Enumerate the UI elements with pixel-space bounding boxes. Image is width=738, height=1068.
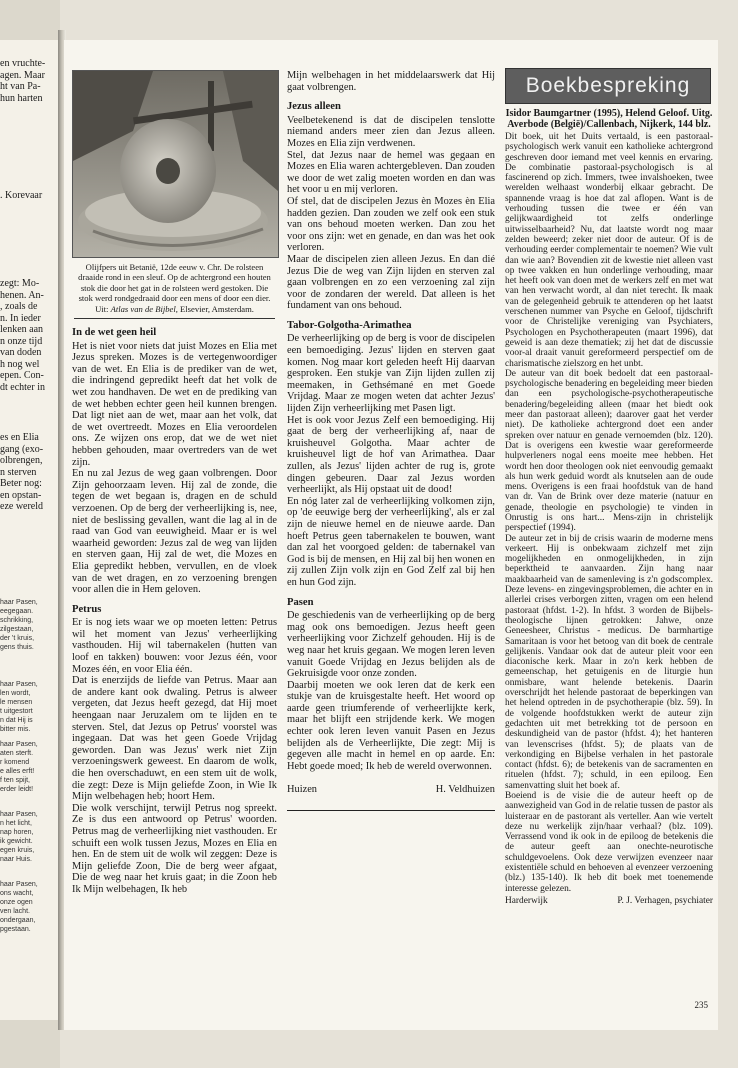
paragraph: Dit boek, uit het Duits vertaald, is een pastoraal-psychologisch werk vanuit een katholieke achtergrond geschreven door iemand met veel kennis en ervaring. De combinatie pastoraal-psychologisch is al fascinerend op zich. Immers, twee invalshoeken, twee werelden welhaast wonderbij elkaar gebracht. De spannende vraag is hoe dat zal aflopen. Want is de verhouding tussen die twee er één van gelijkwaardigheid tot zelfs onderlinge uitwisselbaarheid? Nu, dat laatste wordt nog maar zelden beweerd; zeker niet door de auteur. Of is de verhouding eerder complementair te noemen? Wie vult dan wie aan? Bovendien zit de kwestie niet alleen vast op twee vakken en hun onderlinge verhouding, maar het heeft ook van doen met de werkers zelf en met wat van hen verwacht wordt, al dan niet terecht. Ik maak van de gelegenheid gebruik te attenderen op het laatst verschenen nummer van Psyche en Geloof, tijdschrift voor de Christelijke vereniging van Psychiaters, Psychologen en Psychotherapeuten (maart 1996), dat geweid is aan deze thematiek; zij het dat de discussie voor-al draait vanuit gereformeerd perspectief om de charismatische zielszorg en het unbt. [505,132,713,369]
paragraph: Het is niet voor niets dat juist Mozes en Elia met Jezus spreken. Mozes is de vertegenwoordiger van de wet. En Elia is de prediker van de wet, die indringend gepredikt heeft dat het volk de wet zou handhaven. De wet en de prediking van de wet hebben echter geen heil kunnen brengen. Dat ligt niet aan de wet, maar aan het volk, dat de wet overtreedt. Mozes en Elia veroordelen ons. Ze wijzen ons erop, dat we de wet niet hebben gehouden, maar overtreders van de wet zijn. [72,340,277,468]
heading-pasen: Pasen [287,596,314,608]
signature-place: Huizen [287,784,318,796]
heading-petrus: Petrus [72,603,102,615]
prev-text-1: en vruchte- agen. Maar ht van Pa- hun harten [0,58,46,104]
heading-in-de-wet: In de wet geen heil [72,327,157,339]
magazine-page [64,40,718,1030]
page-number: 235 [694,1000,708,1010]
paragraph: Stel, dat Jezus naar de hemel was gegaan en Mozes en Elia waren achtergebleven. Dan zouden we door de wet zalig moeten worden en dan was het voor u en mij verloren. [287,149,495,196]
photo-caption [74,262,275,319]
paragraph: Maar de discipelen zien alleen Jezus. En dan dié Jezus Die de weg van Zijn lijden en sterven zal gaan volbrengen en zo een verzoening zal zijn voor de zondaren der wereld. Dat alleen is het fundament van ons behoud. [287,253,495,312]
column-3-review [505,68,713,906]
column-1 [72,70,277,896]
prev-text-4: es en Elia gang (exo- olbrengen, n sterven Beter nog: en opstan- eze wereld [0,432,44,512]
paragraph: De auteur van dit boek bedoelt dat een pastoraal-psychologische benadering en begeleiding meer bieden dan een psychologische-psychotherapeutische benadering/begeleiding alleen (maar het biedt ook meer dan pastoraat alleen); daarover gaat het verder niet). De katholieke achtergrond doet een ander spreken over natuur en genade vernoemden (blz. 120). Dat is overigens een kwestie waar gereformeerde hulpverleners nogal eens moeite mee hebben. Het wordt hen door theologen ook niet eenvoudig gemaakt als hun werk geduid wordt als knutselen aan de oude mens. Overigens is een fraai hoofdstuk van de hand van dr. Van de Brink over deze materie (natuur en genade, theologie en psychologie) te vinden in Onrustig is ons hart... Mens-zijn in christelijk perspectief (1994). [505,368,713,534]
section-header: Boekbespreking [505,68,711,104]
paragraph: Het is ook voor Jezus Zelf een bemoediging. Hij gaat de berg der verheerlijking af, naar de kruisheuvel Golgotha. Maar achter de kruisheuvel ligt de hof van Arimathea. Daar zullen, als Jezus' lijden achter de rug is, grote dingen gebeuren. Daar zal Jezus worden verheerlijkt, als Hij opstaat uit de dood! [287,414,495,496]
paragraph: Er is nog iets waar we op moeten letten: Petrus wil het moment van Jezus' verheerlijking vasthouden. Hij wil tabernakelen (hutten van loof en takken) bouwen: voor Jezus één, voor Mozes één, en voor Elia één. [72,617,277,675]
caption-publisher: , Elsevier, Amsterdam. [175,303,254,314]
olive-press-image [73,71,278,257]
prev-text-2: . Korevaar [0,190,43,201]
prev-poem-1: haar Pasen, eegegaan. schrikking, zilgestaan, der 't kruis, gens thuis. [0,599,38,651]
paragraph: Dat is enerzijds de liefde van Petrus. Maar aan de andere kant ook dwaling. Petrus is alweer vergeten, dat Jezus heeft gezegd, dat Hij moet heengaan naar Jeruzalem om te lijden en te sterven. Stel, dat Jezus op Petrus' voorstel was ingegaan. Dat was het geen Goede Vrijdag geworden. Dan was Jezus' werk niet Zijn verzoeningswerk geweest. En daarom de wolk, die hen overschaduwt, en een stem uit de wolk, die zegt: Deze is Mijn geliefde Zoon, in Wie Ik Mijn welbehagen heb; hoort Hem. [72,675,277,803]
paragraph: Veelbetekenend is dat de discipelen tenslotte niemand anders meer zien dan Jezus alleen. Mozes en Elia zijn verdwenen. [287,114,495,149]
paragraph: En nu zal Jezus de weg gaan volbrengen. Door Zijn gehoorzaam leven. Hij zal de zonde, die tegen de wet begaan is, dragen en de schuld verzoenen. Op de berg der verheerlijking is, nee, niet de beslissing gevallen, want die lag al in de raad van God van eeuwigheid. Maar er is wel waarheid geworden: Jezus zal de weg van lijden en sterven gaan, Hij zal de wet, die Mozes en Elia gepredikt hebben, vervullen, en de vloek van de wet dragen, en zo verzoening brengen voor allen die in Hem geloven. [72,468,277,596]
paragraph: De geschiedenis van de verheerlijking op de berg mag ook ons bemoedigen. Jezus heeft geen verheerlijking voor Zichzelf gehouden. Hij is de weg naar het kruis gegaan. We mogen leren leven vanuit Goede Vrijdag en Jezus belijden als de Gekruisigde voor onze zonden. [287,610,495,680]
paragraph: En nóg later zal de verheerlijking volkomen zijn, op 'de eeuwige berg der verheerlijking', als er zal zijn de nieuwe hemel en de nieuwe aarde. Dan hoeft Petrus geen tabernakelen te bouwen, want dan zal het voorgoed gelden: de tabernakel van God is bij de mensen, en Hij zal bij hen wonen en zij zullen Zijn volk zijn en God Zelf zal bij hen en hun God zijn. [287,495,495,588]
heading-jezus-alleen: Jezus alleen [287,101,341,113]
signature-place: Harderwijk [505,895,548,906]
paragraph: Boeiend is de visie die de auteur heeft op de aanwezigheid van God in de relatie tussen de pastor als luisteraar en de pastorant als verteller. Aan wie vertelt deze nu werkelijk zijn/haar verhaal? (blz. 109). Verrassend vond ik ook in de epiloog de betekenis die de auteur geeft aan onechte-neurotische schuldgevoelens. Ook deze verwijzen evenzeer naar existentiële schuld en behoeven al evenzeer verzoening (blz.) 135-140). Ik heb dit boek met toenemende interesse gelezen. [505,791,713,894]
paragraph: Die wolk verschijnt, terwijl Petrus nog spreekt. Ze is dus een antwoord op Petrus' woorden. Petrus mag de verheerlijking niet vasthouden. Er schuift een wolk tussen Jezus, Mozes en Elia en hen. En de stem uit de wolk wil zeggen: Deze is Mijn geliefde Zoon, Die de berg weer afgaat, Die de weg naar het kruis gaat; in die Zoon heb Ik Mijn welbehagen, Ik heb [72,802,277,895]
prev-text-3: zegt: Mo- henen. An- , zoals de n. In ieder lenken aan n onze tijd van doden h nog wel epen. Con- dt echter in [0,278,45,393]
heading-tabor: Tabor-Golgotha-Arimathea [287,319,412,331]
paragraph: De auteur zet in bij de crisis waarin de moderne mens verkeert. Hij is onbekwaam zichzelf met zijn mogelijkheden en onmogelijkheden, in zijn beperktheid te aanvaarden. Zijn hang naar maakbaarheid van de samenleving is z'n godscomplex. Deze levens- en zingevingsproblemen, die achter en in allerlei crises verborgen zitten, vragen om een helend pastoraat (hfdst. 1-2). In hfdst. 3 worden de Bijbels-theologische lijnen getrokken: Jahwe, onze Geneesheer, Christus - medicus. De barmhartige Samaritaan is voor het betoog van dit boek de centrale gelijkenis. Vandaar ook dat de auteur pleit voor een diaconische kerk. Maar in zo'n kerk hebben de gemeenschap, het getuigenis en de liturgie hun onmisbare, want helende betekenis. Daarin overschrijdt het helende pastoraat de beperkingen van het helend optreden in de psychotherapie (blz. 59). In de volgende hoofdstukken werkt de auteur zijn gedachten uit met betrekking tot de persoon en deskundigheid van de pastor (hfdst. 4); het hanteren van levenscrises (hfdst. 5); de plaats van de verkondiging en Bijbelse verhalen in het pastorale contact (hfdst. 6); de betekenis van de sacramenten en rituelen (hfdst. 7); schuld, in een epiloog. Een samenvatting sluit het boek af. [505,533,713,791]
paragraph: Mijn welbehagen in het middelaarswerk dat Hij gaat volbrengen. [287,70,495,93]
review-signature [505,896,713,906]
signature-author: H. Veldhuizen [435,784,495,796]
caption-source: Atlas van de Bijbel [110,303,176,314]
divider [287,810,495,811]
previous-page-fragment [0,40,58,1020]
caption-text: Olijfpers uit Betanië, 12de eeuw v. Chr. De rolsteen draaide rond in een sleuf. Op de achtergrond een houten stok die door het gat in de rolsteen werd gestoken. Die stok werd rondgedraaid door een mens of door een dier. Uit: [78,262,271,314]
paragraph: Of stel, dat de discipelen Jezus èn Mozes èn Elia hadden gezien. Dan zouden we zelf ook een stuk van ons behoud moeten werken. Dan zou het voor ons zijn: wet en genade, en dan was het ook verloren. [287,195,495,254]
paragraph: De verheerlijking op de berg is voor de discipelen een bemoediging. Jezus' lijden en sterven gaat komen. Nog maar kort geleden heeft Hij daarvan gesproken. Een stukje van Zijn lijden zullen zij meemaken, in Gethsémané en met Goede Vrijdag. Maar ze mogen weten dat achter Jezus' lijden Zijn verheerlijking met Pasen ligt. [287,333,495,415]
olive-press-photo [72,70,279,258]
signature-author: P. J. Verhagen, psychiater [617,895,713,906]
prev-poem-4: haar Pasen, n het licht, nap horen, ik gewicht. egen kruis, naar Huis. [0,811,38,863]
book-citation: Isidor Baumgartner (1995), Helend Geloof. Uitg. Averbode (België)/Callenbach, Nijkerk, 144 blz. [505,108,713,130]
column-2 [287,70,495,811]
prev-poem-5: haar Pasen, ons wacht, onze ogen ven lacht. ondergaan, pgestaan. [0,881,38,933]
paragraph: Daarbij moeten we ook leren dat de kerk een stukje van de kruisgestalte heeft. Het woord op aarde geen triumferende of verheerlijkte kerk, maar het blijft een strijdende kerk. We mogen echter ook leren leven vanuit Pasen en Jezus belijden als de Verheerlijkte, Die zegt: Mij is gegeven alle macht in hemel en op aarde. En: Hebt goede moed; Ik heb de wereld overwonnen. [287,679,495,772]
prev-poem-2: haar Pasen, len wordt, le mensen t uitgestort n dat Hij is bitter mis. [0,681,38,733]
prev-poem-3: haar Pasen, aten sterft. r komend e alles erft! f ten spijt, erder leidt! [0,741,38,793]
article-signature [287,784,495,796]
